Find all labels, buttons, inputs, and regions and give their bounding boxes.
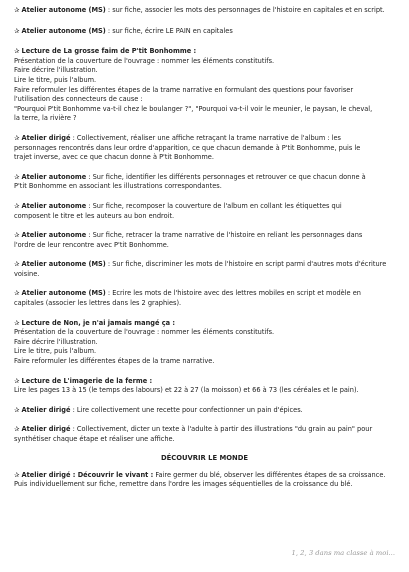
activity-text: : Sur fiche, identifier les différents personnages et retrouver ce que chacun donne à bbox=[86, 172, 366, 181]
activity-block bbox=[14, 471, 395, 490]
star-icon: ✰ bbox=[14, 6, 20, 14]
activity-block bbox=[14, 425, 395, 444]
text-line: personnages rencontrés dans leur ordre d'apparition, ce que chacun demande à P'tit Bonhomme, puis le bbox=[14, 143, 361, 152]
text-line: Faire décrire l'illustration. bbox=[14, 337, 98, 346]
activity-block bbox=[14, 406, 395, 416]
text-line: Lire le titre, puis l'album. bbox=[14, 75, 97, 84]
star-icon: ✰ bbox=[14, 376, 20, 385]
text-line: Faire reformuler les différentes étapes de la trame narrative en formulant des questions pour favoriser bbox=[14, 85, 354, 94]
star-icon: ✰ bbox=[14, 425, 20, 434]
text-line: composent le titre et les auteurs au bon endroit. bbox=[14, 211, 175, 220]
text-line: Présentation de la couverture de l'ouvrage : nommer les éléments constitutifs. bbox=[14, 56, 275, 65]
star-icon: ✰ bbox=[14, 260, 20, 269]
activity-block bbox=[14, 289, 395, 308]
reading-title: Lecture de La grosse faim de P'tit Bonhomme : bbox=[21, 47, 197, 56]
activity-text: : Collectivement, dicter un texte à l'adulte à partir des illustrations "du grain au pain" pour bbox=[70, 425, 373, 434]
activity-label: Atelier autonome (MS) bbox=[21, 260, 106, 269]
reading-block bbox=[14, 377, 395, 396]
activity-text: : Lire collectivement une recette pour confectionner un pain d'épices. bbox=[70, 405, 303, 414]
text-line: Lire les pages 13 à 15 (le temps des labours) et 22 à 27 (la moisson) et 66 à 73 (les céréales et le pain). bbox=[14, 386, 359, 395]
reading-block bbox=[14, 319, 395, 367]
text-line: Puis individuellement sur fiche, remettre dans l'ordre les images séquentielles de la croissance du blé. bbox=[14, 480, 353, 489]
activity-label: Atelier dirigé bbox=[21, 133, 71, 142]
activity-text: : Sur fiche, recomposer la couverture de l'album en collant les étiquettes qui bbox=[86, 201, 342, 210]
activity-block bbox=[14, 27, 395, 37]
text-line: capitales (associer les lettres dans les 2 graphies). bbox=[14, 299, 182, 308]
text-line: Présentation de la couverture de l'ouvrage : nommer les éléments constitutifs. bbox=[14, 328, 275, 337]
star-icon: ✰ bbox=[14, 172, 20, 181]
text-line: Lire le titre, puis l'album. bbox=[14, 347, 97, 356]
activity-text: Faire germer du blé, observer les différentes étapes de sa croissance. bbox=[153, 470, 386, 479]
author-signature: 1, 2, 3 dans ma classe à moi... bbox=[291, 549, 395, 557]
activity-block bbox=[14, 202, 395, 221]
activity-text: : sur fiche, écrire LE PAIN en capitales bbox=[105, 26, 233, 35]
section-heading: DÉCOUVRIR LE MONDE bbox=[160, 453, 249, 462]
reading-block bbox=[14, 47, 395, 124]
activity-text: : Sur fiche, discriminer les mots de l'histoire en script parmi d'autres mots d'écriture bbox=[105, 260, 387, 269]
reading-title: Lecture de L'imagerie de la ferme : bbox=[21, 376, 153, 385]
star-icon: ✰ bbox=[14, 231, 20, 240]
activity-label: Atelier autonome (MS) bbox=[21, 6, 106, 14]
star-icon: ✰ bbox=[14, 47, 20, 56]
activity-text: : Sur fiche, retracer la trame narrative de l'histoire en reliant les personnages dans bbox=[86, 231, 363, 240]
star-icon: ✰ bbox=[14, 405, 20, 414]
reading-title: Lecture de Non, je n'ai jamais mangé ça : bbox=[21, 318, 176, 327]
activity-block bbox=[14, 231, 395, 250]
activity-label: Atelier autonome bbox=[21, 172, 87, 181]
activity-label: Atelier autonome (MS) bbox=[21, 289, 106, 298]
star-icon: ✰ bbox=[14, 26, 20, 35]
activity-text: : Collectivement, réaliser une affiche retraçant la trame narrative de l'album : les bbox=[70, 133, 341, 142]
star-icon: ✰ bbox=[14, 201, 20, 210]
text-line: "Pourquoi P'tit Bonhomme va-t-il chez le boulanger ?", "Pourquoi va-t-il voir le meunier, le paysan, le cheval, bbox=[14, 104, 373, 113]
text-line: P'tit Bonhomme en associant les illustrations correspondantes. bbox=[14, 182, 222, 191]
text-line: synthétiser chaque étape et réaliser une affiche. bbox=[14, 435, 175, 443]
text-line: trajet inverse, avec ce que chacun donne à P'tit Bonhomme. bbox=[14, 153, 214, 162]
activity-label: Atelier autonome bbox=[21, 201, 87, 210]
star-icon: ✰ bbox=[14, 289, 20, 298]
activity-label: Atelier dirigé : Découvrir le vivant : bbox=[21, 470, 154, 479]
star-icon: ✰ bbox=[14, 133, 20, 142]
text-line: la terre, la rivière ? bbox=[14, 114, 77, 123]
activity-text: : sur fiche, associer les mots des personnages de l'histoire en capitales et en script. bbox=[105, 6, 385, 14]
star-icon: ✰ bbox=[14, 318, 20, 327]
activity-text: : Ecrire les mots de l'histoire avec des lettres mobiles en script et modèle en bbox=[105, 289, 361, 298]
text-line: l'utilisation des connecteurs de cause : bbox=[14, 95, 143, 104]
star-icon: ✰ bbox=[14, 470, 20, 479]
activity-label: Atelier dirigé bbox=[21, 405, 71, 414]
text-line: Faire décrire l'illustration. bbox=[14, 66, 98, 75]
activity-label: Atelier autonome (MS) bbox=[21, 26, 106, 35]
text-line: voisine. bbox=[14, 269, 40, 278]
activity-block bbox=[14, 6, 395, 16]
activity-block bbox=[14, 173, 395, 192]
text-line: l'ordre de leur rencontre avec P'tit Bonhomme. bbox=[14, 240, 169, 249]
activity-block bbox=[14, 134, 395, 163]
text-line: Faire reformuler les différentes étapes de la trame narrative. bbox=[14, 357, 215, 366]
activity-label: Atelier dirigé bbox=[21, 425, 71, 434]
activity-block bbox=[14, 260, 395, 279]
activity-label: Atelier autonome bbox=[21, 231, 87, 240]
